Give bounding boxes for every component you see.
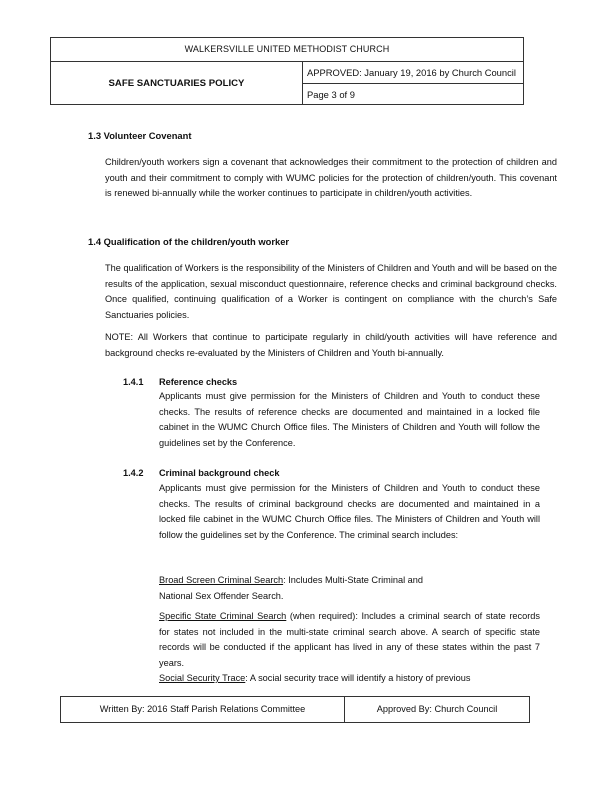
social-security-trace-item — [159, 671, 540, 687]
specific-state-search-text: (when required): Includes a criminal search of state records for states not included in the multi-state criminal search above. A search of specific state records will be conducted if the applicant has lived in any of these states within the past 7 years. — [159, 611, 540, 668]
broad-screen-search-line1: : Includes Multi-State Criminal and — [283, 575, 424, 585]
subsection-body-1-4-1: Applicants must give permission for the Ministers of Children and Youth to conduct these checks. The results of reference checks are documented and maintained in a locked file cabinet in the WUMC Church Office files. The Ministers of Children and Youth will follow the guidelines set by the Conference. — [159, 391, 540, 448]
section-note-1-4: NOTE: All Workers that continue to participate regularly in child/youth activities will have reference and background checks re-evaluated by the Ministers of Children and Youth bi-annually. — [105, 332, 557, 358]
written-by: Written By: 2016 Staff Parish Relations Committee — [61, 697, 345, 722]
document-footer — [60, 696, 530, 723]
subsection-title-1-4-1: Reference checks — [159, 377, 238, 387]
broad-screen-search-item — [159, 573, 540, 604]
approved-by: Approved By: Church Council — [376, 704, 498, 714]
specific-state-search-item — [159, 609, 540, 671]
policy-title: SAFE SANCTUARIES POLICY — [51, 62, 303, 105]
subsection-body-1-4-2: Applicants must give permission for the Ministers of Children and Youth to conduct these checks. The results of criminal background checks are documented and maintained in a locked file cabinet in the WUMC Church Office files. The Ministers of Children and Youth will follow the guidelines set by the Conference. The criminal search includes: — [159, 483, 540, 540]
subsection-number-1-4-2: 1.4.2 — [123, 468, 144, 478]
approval-date: APPROVED: January 19, 2016 by Church Council — [303, 62, 524, 84]
subsection-number-1-4-1: 1.4.1 — [123, 377, 144, 387]
social-security-trace-label: Social Security Trace — [159, 673, 246, 683]
section-heading-1-4: 1.4 Qualification of the children/youth worker — [88, 236, 290, 247]
specific-state-search-label: Specific State Criminal Search — [159, 611, 287, 621]
document-header — [50, 37, 524, 105]
page-number: Page 3 of 9 — [307, 89, 355, 100]
social-security-trace-text: : A social security trace will identify a history of previous — [245, 673, 471, 683]
section-body-1-4: The qualification of Workers is the responsibility of the Ministers of Children and Youth and will be based on the results of the application, sexual misconduct questionnaire, reference checks and criminal background checks. Once qualified, continuing qualification of a Worker is contingent on compliance with the church’s Safe Sanctuaries policies. — [105, 263, 557, 320]
subsection-title-1-4-2: Criminal background check — [159, 468, 280, 478]
section-body-1-3: Children/youth workers sign a covenant that acknowledges their commitment to the protection of children and youth and their commitment to comply with WUMC policies for the protection of children/youth. This covenant is renewed bi-annually while the worker continues to participate in children/youth activities. — [105, 157, 557, 199]
organization-name: WALKERSVILLE UNITED METHODIST CHURCH — [51, 38, 523, 62]
broad-screen-search-line2: National Sex Offender Search. — [159, 590, 284, 601]
section-heading-1-3: 1.3 Volunteer Covenant — [88, 130, 192, 141]
broad-screen-search-label: Broad Screen Criminal Search — [159, 575, 284, 585]
